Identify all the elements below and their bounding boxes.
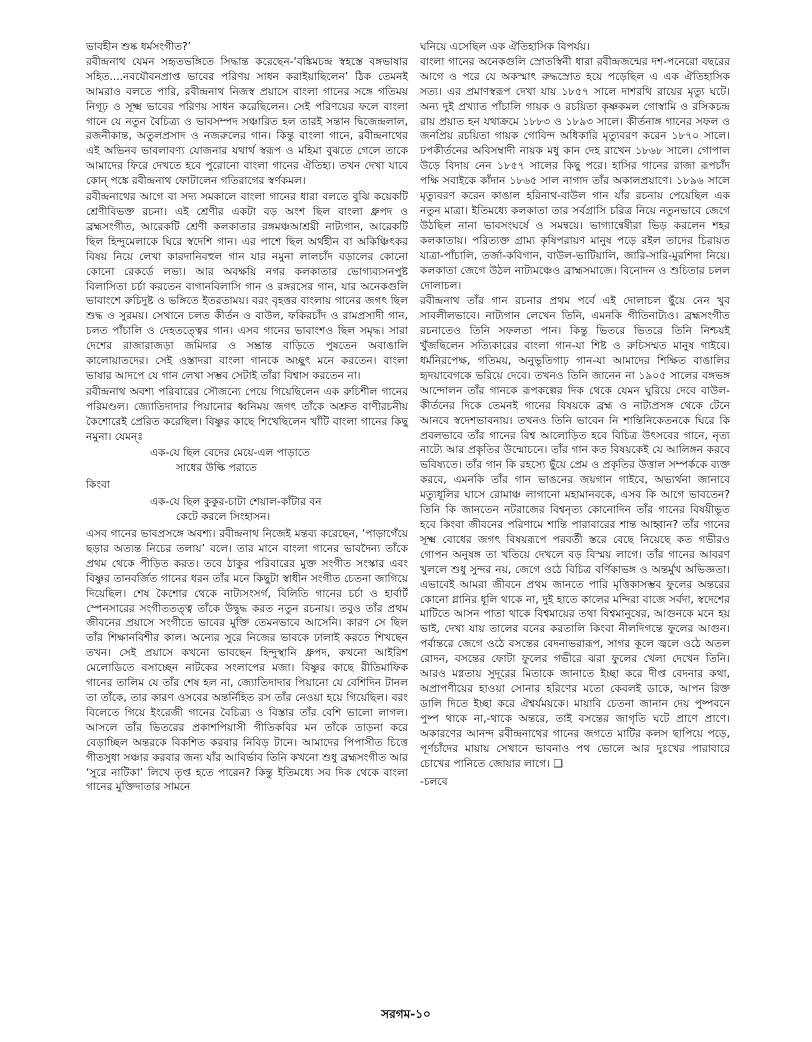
kimba-connector: কিংবা: [86, 479, 110, 492]
right-paragraph-2: রবীন্দ্রনাথ তাঁর গান রচনার প্রথম পর্বে এই দোলাচল ছুঁয়ে নেন খুব সাবলীলভাবে। নাট্যগান লেখেন তিনি, এমনকি গীতিনাট্যও। ব্রহ্মসংগীত রচনাতেও তিনি সফলতা পান। কিন্তু ভিতরে ভিতরে তিনি নিশ্চয়ই খুঁজছিলেন সত্যিকারের বাংলা গান-যা শিষ্ট ও রুচিসম্মত মানুষ গাইবে। ধর্মনিরপেক্ষ, গতিময়, অনুভূতিগাঢ় গান-যা আমাদের শিক্ষিত বাঙালির হৃদয়াবেগকে ভরিয়ে দেবে। তখনও তিনি জানেন না ১৯০৫ সালের বঙ্গভঙ্গ আন্দোলন তাঁর গানকে রূপকল্পের দিক থেকে যেমন ঘুরিয়ে দেবে বাউল-কীর্তনের দিকে তেমনই গানের বিষয়কে ব্রহ্ম ও নাট্যপ্রসঙ্গ থেকে টেনে আনবে স্বদেশভাবনায়। তখনও তিনি ভাবেন নি শান্তিনিকেতনকে ঘিরে কি প্রবলভাবে তাঁর গানের বিশ্ব আলোড়িত হবে বিচিত্র উৎসবের গানে, নৃত্য নাট্যে আর প্রকৃতির উন্মোচনে। তাঁর গান কত বিষয়কেই যে আলিঙ্গন করবে ভবিষ্যতে। তাঁর গান কি রহস্যে ছুঁয়ে প্রেম ও প্রকৃতির উত্তাল সম্পর্ককে ব্যক্ত করবে, এমনকি তাঁর গান ভাঙনের জয়গান গাইবে, অভ্যর্থনা জানাবে মত্যুধূলির ঘাসে রোমাঞ্চ লাগানো মহামানবকে, এসব কি আগে ভাবতেন? তিনি কি জানতেন নটরাজের বিশ্বনৃত্য কোনোদিন তাঁর গানের বিষয়ীভূত হবে কিংবা জীবনের পরিণামে শান্তি পারাবারের শান্ত আহ্বান? তাঁর গানের সূক্ষ্ম বোধের জগৎ বিষয়রূপে পরবর্তী স্তরে বেছে নিয়েছে কত গভীরও গোপন অনুষঙ্গ তা খতিয়ে দেখলে বড় বিস্ময় লাগে। তাঁর গানের আবরণ খুললে শুধু সুন্দর নয়, জেগে ওঠে বিচিত্র বর্ণিকাভঙ্গ ও অন্তর্মুখ অভিজ্ঞতা। এভাবেই আমরা জীবনে প্রথম জানতে পারি মৃত্তিকাসম্ভব ফুলের অন্তরের কোনো গ্লানির ধূলি থাকে না, দুই হাতে কালের মন্দিরা বাজে সর্বদা, স্বদেশের মাটিতে আসন পাতা থাকে বিশ্বমায়ের তথা বিশ্বমানুষের, আগুনকে মনে হয় ভাই, দেখা যায় তালের বনের করতালি কিংবা নীলদিগন্তে ফুলের আগুন। পর্বান্তরে জেগে ওঠে বসন্তের বেদনাভরারূপ, সাগর কূলে জ্বলে ওঠে অতল রোদন, বসন্তের ফোটা ফুলের গভীরে ঝরা ফুলের খেলা দেখেন তিনি। আরও মগ্নতায় সুদূরের মিতাকে জানাতে ইচ্ছা করে দীপ্ত বেদনার কথা, অপ্রাপণীয়ের হাওয়া সোনার হরিণের মতো কেবলই ডাকে, আপন রিক্ত ডালি দিতে ইচ্ছা করে ঐশ্বর্যময়কে। মায়াবি চেতনা জানান দেয় পুষ্পবনে পুষ্প থাকে না,-থাকে অন্তরে, তাই বসন্তের জাগৃতি ঘটে প্রাণে প্রাণে। অকারণের আনন্দ রবীন্দ্রনাথের গানের জগতে মাটির কলস ছাপিয়ে পড়ে, পূর্ণচাঁদের মায়ায় সেখানে ভাবনাও পথ ভোলে আর দুঃখের পারাবারে চোখের পানিতে জোয়ার লাগে। ❑: [420, 295, 730, 770]
rhyme-line: এক-যে ছিল বেদের মেয়ে-এল পাড়াতে: [150, 447, 310, 460]
left-paragraph-4: এসব গানের ভাবপ্রসঙ্গে অবশ্য। রবীন্দ্রনাথ নিজেই মন্তব্য করেছেন, ‘পাড়াগেঁয়ে ছড়ার অত্যন্ত নিচের তলায়’ বলে। তার মানে বাংলা গানের ভাবদৈন্য তাঁকে প্রথম থেকে পীড়িত করত। তবে ঠাকুর পরিবারের মুক্ত সংগীত সংস্কার এবং বিষ্ণুর তানবর্জিত গানের ধরন তাঁর মনে কিছুটা স্বাধীন সংগীত চেতনা জাগিয়ে দিয়েছিল। শেষ কৈশোর থেকে নাট্যসংসর্গ, বিলিতি গানের চর্চা ও হার্বার্ট স্পেনসারের সংগীততত্ত্ব তাঁকে উদ্বুদ্ধ করত নতুন রচনায়। তবুও তাঁর প্রথম জীবনের প্রয়াসে সংগীতে ভাবের মুক্তি তেমনভাবে আসেনি। কারণ সে ছিল তাঁর শিক্ষানবিশীর কাল। অন্যের সুরে নিজের ভাবকে ঢালাই করতে শিখছেন তখন। সেই প্রয়াসে কখনো ভাবছেন হিন্দুস্থানি ধ্রুপদ, কখনো আইরিশ মেলোডিতে বসাচ্ছেন নাটকের সংলাপের মজা। বিষ্ণুর কাছে রীতিমাফিক গানের তালিম যে তাঁর শেষ হল না, জ্যোতিদাদার পিয়ানো যে বেশিদিন টানল তা তাঁকে, তার কারণ ওসবের অন্তর্নিহিত রস তাঁর নেওয়া হয়ে গিয়েছিল। বরং বিলেতে গিয়ে ইংরেজী গানের বৈচিত্র্য ও বিস্তার তাঁর বেশি ভালো লাগল। আসলে তাঁর ভিতরের প্রকাশপিয়াসী গীতিকবির মন তাঁকে তাড়না করে বেড়াচ্ছিল অন্তরকে বিকশিত করবার নিবিড় টানে। আমাদের পিপাসীত চিত্তে গীতসুধা সঞ্চার করবার জন্য যাঁর আবির্ভাব তিনি কখনো শুধু ব্রহ্মসংগীত আর ‘সুরে নাটিকা’ লিখে তৃপ্ত হতে পারেন? কিন্তু ইতিমধ্যে সব দিক থেকে বাংলা গানের মুক্তিদাতার সামনে: [86, 528, 408, 794]
rhyme-line: কেটে করলে সিংহাসন।: [176, 511, 271, 524]
left-column: [86, 40, 408, 796]
rhyme-line: এক-যে ছিল কুকুর-চাটা শেয়াল-কাঁটার বন: [150, 496, 322, 509]
right-paragraph-1: বাংলা গানের অনেকগুলি স্রোতস্বিনী ধারা রবীন্দ্রজন্মের দশ-পনেরো বছরের আগে ও পরে যে অকস্মাৎ রুদ্ধস্রোত হয়ে পড়েছিল এ এক ঐতিহাসিক সত্য। এর প্রমাণস্বরূপ দেখা যায় ১৮৫৭ সালে দাশরথি রায়ের মৃত্যু ঘটে। অন্য দুই প্রখ্যাত পাঁচালি গায়ক ও রচয়িতা কৃষ্ণকমল গোস্বামি ও রসিকচন্দ্র রায় প্রয়াত হন যথাক্রমে ১৮৮৩ ও ১৮৯৩ সালে। কীর্তনাঙ্গ গানের সফল ও জনপ্রিয় রচয়িতা গায়ক গোবিন্দ অধিকারি মৃত্যুবরণ করেন ১৮৭০ সালে। ঢপকীর্তনের অবিসম্বাদী নায়ক মধু কান দেহ রাখেন ১৮৬৮ সালে। গোপাল উড়ে বিদায় নেন ১৮৫৭ সালের কিছু পরে। হাসির গানের রাজা রূপচাঁদ পক্ষি সবাইকে কাঁদান ১৮৬৫ সাল নাগাদ তাঁর অকালপ্রয়াণে। ১৮৯৬ সালে মৃত্যুবরণ করেন কাঙাল হরিনাথ-বাউল গান যাঁর রচনায় পেয়েছিল এক নতুন মাত্রা। ইতিমধ্যে কলকাতা তার সর্বগ্রাসি চরিত্র নিয়ে নতুনভাবে জেগে উঠছিল নানা ভাবসংঘর্ষে ও সমন্বয়ে। ভাগ্যান্বেষীরা ভিড় করলেন শহর কলকাতায়। পরিত্যক্ত গ্রাম্য কৃষিপরায়ণ মানুষ পড়ে রইল তাদের চিরায়ত যাত্রা-পাঁচালি, তর্জা-কবিগান, বাউল-ভাটিয়ালি, জারি-সারি-মুরশিদা নিয়ে। কলকাতা জেগে উঠল নাট্যমঞ্চেও ব্রাহ্মসমাজে। বিনোদন ও শুচিতার চলল দোলাচল।: [420, 55, 730, 292]
right-lead-line: ঘনিয়ে এসেছিল এক ঐতিহাসিক বিপর্যয়।: [420, 41, 590, 53]
to-be-continued: -চলবে: [420, 776, 448, 789]
rhyme-line: সাধের উল্কি পরাতে: [176, 462, 257, 475]
rhyme-quote-2: [86, 495, 408, 525]
page-number-footer: সরগম-১০: [381, 1007, 431, 1021]
right-column: [420, 40, 730, 790]
left-paragraph-1: রবীন্দ্রনাথ যেমন সহৃতভঙ্গিতে সিদ্ধান্ত করেছেন-‘বঙ্কিমচন্দ্র স্বহস্তে বঙ্গভাষার সহিত....নবযৌবনপ্রাপ্ত ভাবের পরিণয় সাধন করাইয়াছিলেন’ ঠিক তেমনই আমরাও বলতে পারি, রবীন্দ্রনাথ নিজস্ব প্রয়াসে বাংলা গানের সঙ্গে গতিময় নিগূঢ় ও সূক্ষ্ম ভাবের পরিণয় সাধন করেছিলেন। সেই পরিণয়ের ফলে বাংলা গানে যে নতুন বৈচিত্র্য ও ভাবসম্পদ সঞ্চারিত হল তারই সন্তান দ্বিজেন্দ্রলাল, রজনীকান্ত, অতুলপ্রসাদ ও নজরুলের গান। কিন্তু বাংলা গানে, রবীন্দ্রনাথের এই অভিনব ভাবলাবণ্য যোজনার যথার্থ স্বরূপ ও মহিমা বুঝতে গেলে তাকে আমাদের ফিরে দেখতে হবে পুরোনো বাংলা গানের ঐতিহ্য। তখন দেখা যাবে কোন্ পঙ্কে রবীন্দ্রনাথ ফোটালেন গতিরাগের স্বর্ণকমল।: [86, 55, 408, 188]
left-lead-line: ভাবহীন শুষ্ক ধর্মসংগীত?’: [86, 41, 192, 53]
rhyme-quote-1: [86, 446, 408, 476]
left-paragraph-2: রবীন্দ্রনাথের আগে বা সদ্য সমকালে বাংলা গানের ধারা বলতে বুঝি কয়েকটি শ্রেণীবিভক্ত রচনা। এই শ্রেণীর একটা বড় অংশ ছিল বাংলা ধ্রুপদ ও ব্রহ্মসংগীত, আরেকটি শ্রেণী কলকাতার রঙ্গমঞ্চআশ্রয়ী নাট্যগান, আরেকটি ছিল হিন্দুমেলাকে ঘিরে স্বদেশি গান। এর পাশে ছিল অর্থহীন বা অকিঞ্চিৎকর বিষয় নিয়ে লেখা কারদানিবহুল গান যার নমুনা লালচাঁদ বড়ালের কোনো কোনো রেকর্ডে লভ্য। আর অবক্ষয়ি নগর কলকাতার ভোগ্যব্যসনপুষ্ট বিলাসিতা চর্চা করতেন বাগানবিলাসি গান ও রঙ্গরসের গান, যার অনেকগুলি ভাবাংশে রুচিদুষ্ট ও ভঙ্গিতে ইতরতাময়। বরং বৃহত্তর বাংলায় গানের জগৎ ছিল শুদ্ধ ও সুরময়। সেখানে চলত কীর্তন ও বাউল, ফকিরচাঁদ ও রামপ্রসাদী গান, চলত পাঁচালি ও দেহতত্ত্বের গান। এসব গানের ভাবাংশও ছিল সমৃদ্ধ। সারা দেশের রাজারাজড়া জমিদার ও সম্ভ্রান্ত বাড়িতে পুষতেন অবাঙালি কালোয়াতদের। সেই ওস্তাদরা বাংলা গানকে অচ্ছুৎ মনে করতেন। বাংলা ভাষার আদপে যে গান লেখা সম্ভব সেটাই তাঁরা বিশ্বাস করতেন না।: [86, 191, 408, 382]
left-paragraph-3: রবীন্দ্রনাথ অবশ্য পরিবারের সৌজন্যে পেয়ে গিয়েছিলেন এক রুচিশীল গানের পরিমণ্ডল। জ্যোতিদাদার পিয়ানোর ধ্বনিময় জগৎ তাঁকে অশ্রুত বাণীরচনীয় কৈশোরেই প্রেরিত করেছিল। বিষ্ণুর কাছে শিখেছিলেন খাঁটি বাংলা গানের কিছু নমুনা। যেমন্‌ঃ: [86, 385, 408, 443]
